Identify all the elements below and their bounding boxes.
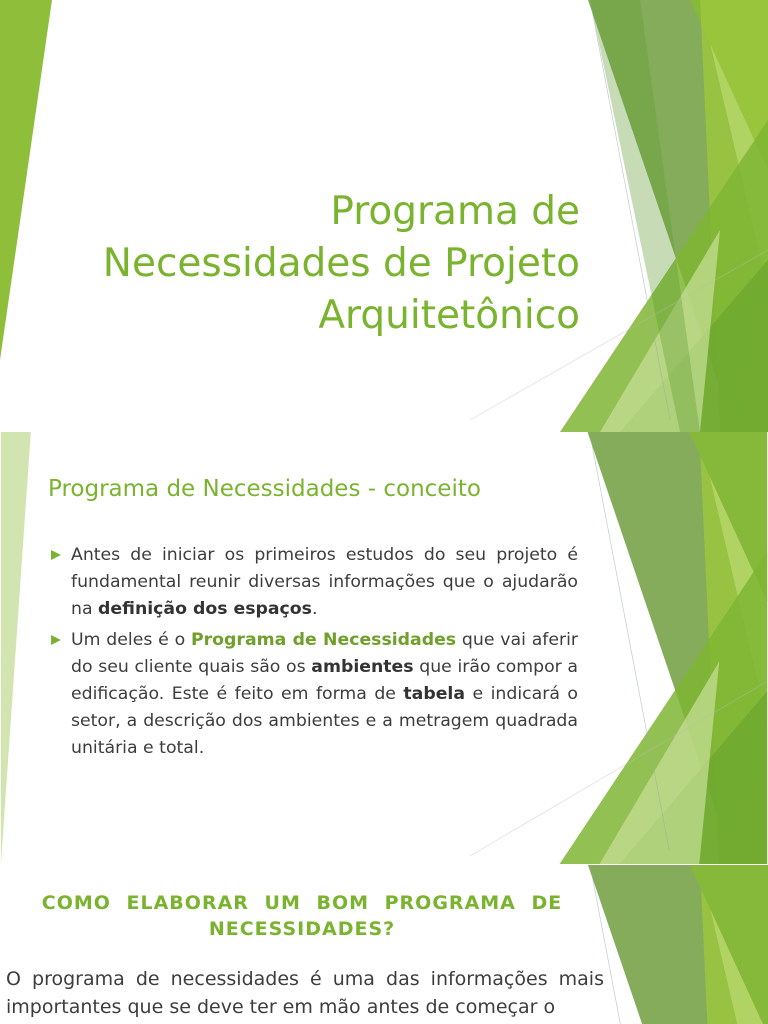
highlight-text: Programa de Necessidades bbox=[190, 630, 457, 650]
bullet-list bbox=[48, 542, 578, 766]
slide-heading: COMO ELABORAR UM BOM PROGRAMA DE NECESSIDADES? bbox=[41, 892, 563, 940]
body-paragraph: O programa de necessidades é uma das informações mais importantes que se deve ter em mão antes de começar o bbox=[6, 968, 604, 1018]
concept-slide bbox=[0, 432, 768, 865]
bullet-item bbox=[48, 542, 578, 623]
bold-text: definição dos espaços bbox=[98, 599, 312, 619]
bullet-text: que irão compor a edificação. Este é feito em forma de bbox=[71, 657, 578, 704]
bullet-text: e indicará o setor, a descrição dos ambientes e a metragem quadrada unitária e total. bbox=[71, 684, 579, 758]
title-slide bbox=[0, 0, 768, 432]
title-line-3: Arquitetônico bbox=[318, 293, 580, 338]
bullet-text: Um deles é o bbox=[71, 630, 191, 650]
bullet-text: . bbox=[311, 599, 318, 619]
bold-text: ambientes bbox=[311, 657, 414, 677]
bullet-item bbox=[48, 627, 578, 762]
title-line-1: Programa de bbox=[330, 189, 580, 234]
triangle-bullet-icon bbox=[51, 550, 61, 560]
how-to-slide bbox=[0, 865, 768, 1024]
presentation-title bbox=[60, 186, 580, 342]
title-line-2: Necessidades de Projeto bbox=[102, 241, 580, 286]
triangle-bullet-icon bbox=[51, 635, 61, 645]
bullet-text: Antes de iniciar os primeiros estudos do seu projeto é fundamental reunir diversas informações que o ajudarão na bbox=[71, 545, 578, 619]
bullet-text: que vai aferir do seu cliente quais são os bbox=[71, 630, 579, 677]
bold-text: tabela bbox=[403, 684, 466, 704]
slide-heading: Programa de Necessidades - conceito bbox=[48, 476, 481, 502]
